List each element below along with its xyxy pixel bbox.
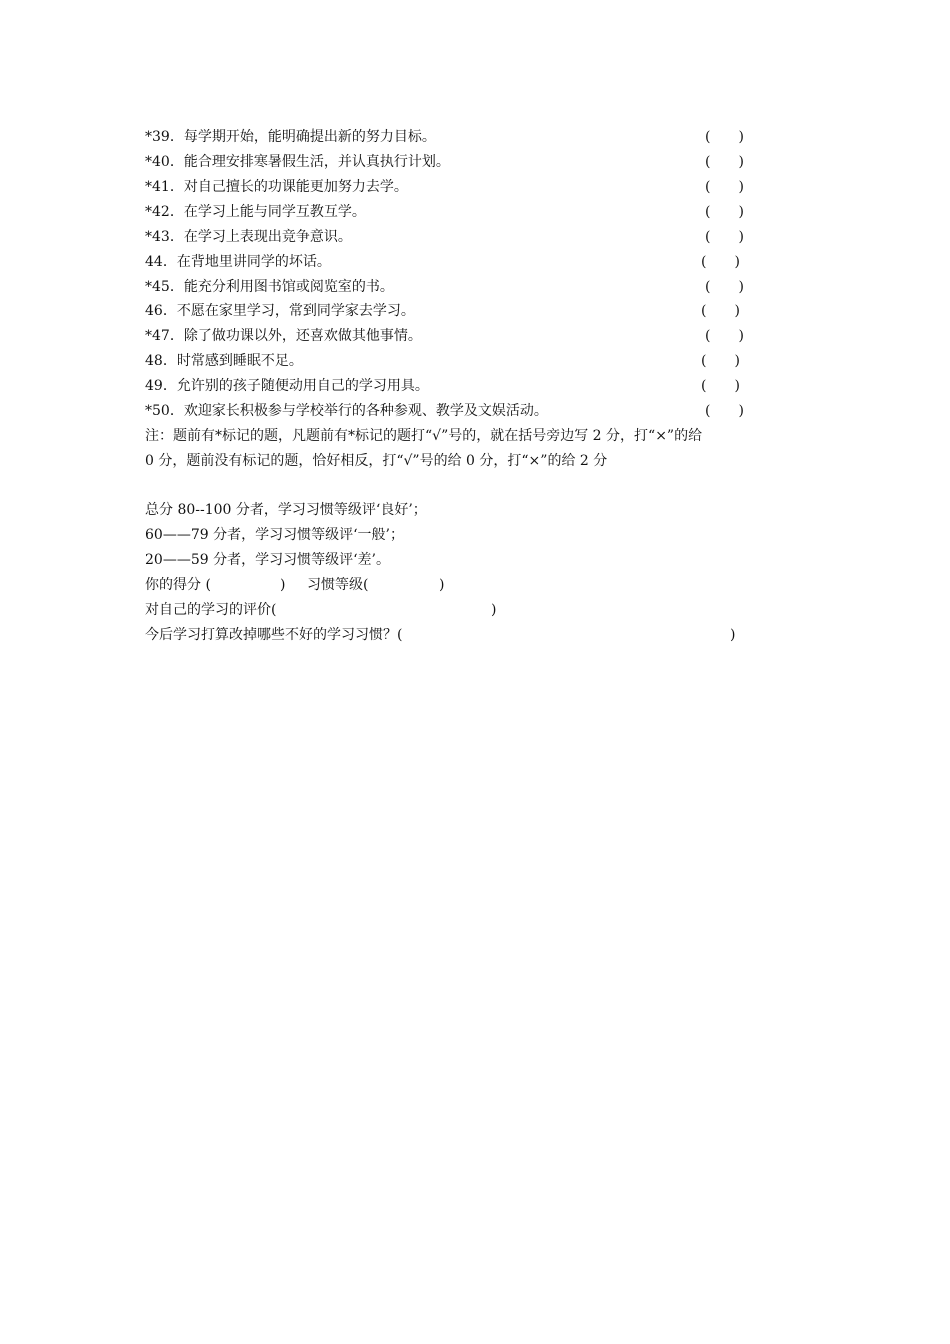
level-close-paren: ) [439, 577, 445, 593]
answer-parentheses: ( ) [705, 179, 744, 195]
self-evaluation-close-paren: ) [491, 602, 497, 618]
answer-parentheses: ( ) [701, 378, 740, 394]
answer-parentheses: ( ) [705, 154, 744, 170]
question-40: *40．能合理安排寒暑假生活，并认真执行计划。 [145, 154, 450, 170]
answer-parentheses: ( ) [705, 403, 744, 419]
question-41: *41．对自己擅长的功课能更加努力去学。 [145, 179, 408, 195]
question-50: *50．欢迎家长积极参与学校举行的各种参观、教学及文娱活动。 [145, 403, 548, 419]
question-48: 48．时常感到睡眠不足。 [145, 353, 303, 369]
answer-parentheses: ( ) [701, 353, 740, 369]
answer-parentheses: ( ) [701, 303, 740, 319]
question-47: *47．除了做功课以外，还喜欢做其他事情。 [145, 328, 422, 344]
question-43: *43．在学习上表现出竞争意识。 [145, 229, 352, 245]
improvement-plan-label: 今后学习打算改掉哪些不好的学习习惯？( [145, 627, 403, 643]
score-label: 你的得分 ( [145, 577, 211, 593]
answer-parentheses: ( ) [705, 229, 744, 245]
question-49: 49．允许别的孩子随便动用自己的学习用具。 [145, 378, 429, 394]
score-close-paren: ) [280, 577, 286, 593]
question-42: *42．在学习上能与同学互教互学。 [145, 204, 366, 220]
self-evaluation-label: 对自己的学习的评价( [145, 602, 277, 618]
question-44: 44．在背地里讲同学的坏话。 [145, 254, 331, 270]
answer-parentheses: ( ) [705, 279, 744, 295]
level-label: 习惯等级( [307, 577, 369, 593]
answer-parentheses: ( ) [705, 328, 744, 344]
question-39: *39．每学期开始，能明确提出新的努力目标。 [145, 129, 436, 145]
answer-parentheses: ( ) [705, 129, 744, 145]
grade-rule-good: 总分 80--100 分者，学习习惯等级评‘良好’； [145, 502, 427, 518]
question-46: 46．不愿在家里学习，常到同学家去学习。 [145, 303, 415, 319]
question-45: *45．能充分利用图书馆或阅览室的书。 [145, 279, 394, 295]
scoring-note-line-2: 0 分，题前没有标记的题，恰好相反，打“√”号的给 0 分，打“×”的给 2 分 [145, 453, 608, 469]
grade-rule-average: 60——79 分者，学习习惯等级评‘一般’； [145, 527, 404, 543]
answer-parentheses: ( ) [701, 254, 740, 270]
grade-rule-poor: 20——59 分者，学习习惯等级评‘差’。 [145, 552, 390, 568]
answer-parentheses: ( ) [705, 204, 744, 220]
improvement-plan-close-paren: ) [730, 627, 736, 643]
scoring-note-line-1: 注：题前有*标记的题，凡题前有*标记的题打“√”号的，就在括号旁边写 2 分，打“×”的给 [145, 428, 703, 444]
